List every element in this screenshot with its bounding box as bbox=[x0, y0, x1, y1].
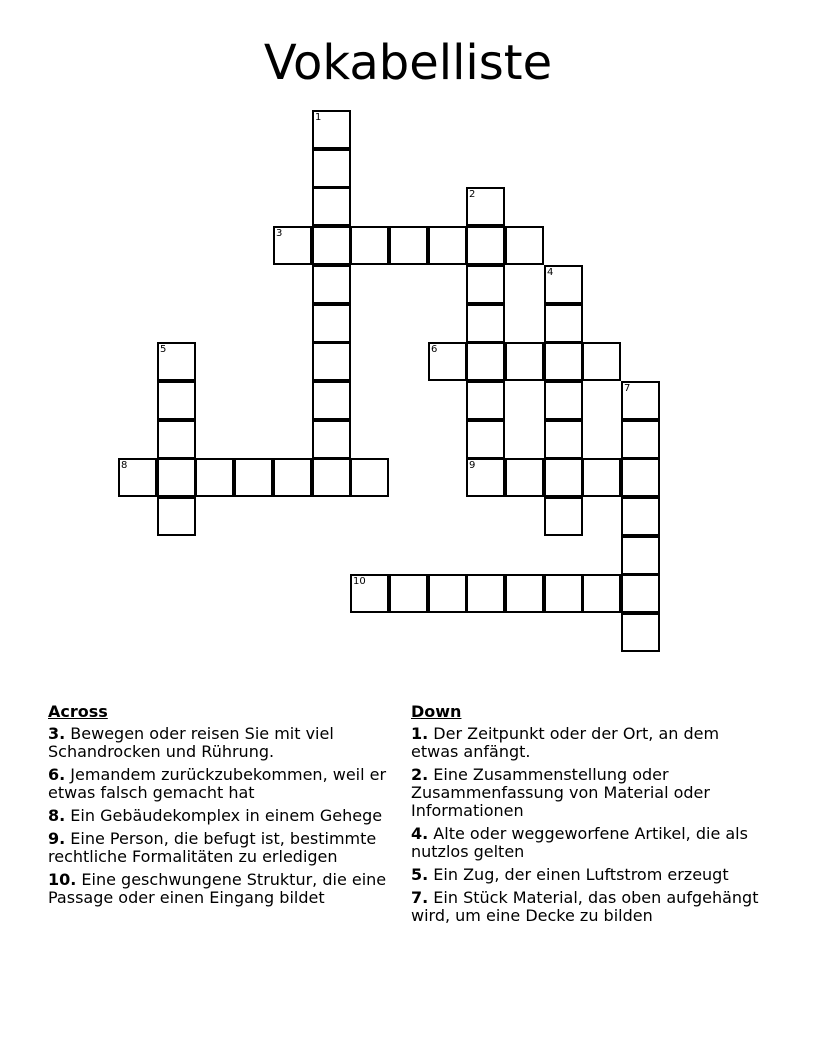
clue-text: Eine Person, die befugt ist, bestimmte rechtliche Formalitäten zu erledigen bbox=[48, 829, 377, 866]
grid-cell[interactable] bbox=[312, 110, 351, 149]
cell-number: 10 bbox=[353, 576, 366, 587]
grid-cell[interactable] bbox=[466, 574, 505, 613]
grid-cell[interactable] bbox=[466, 226, 505, 265]
grid-cell[interactable] bbox=[466, 381, 505, 420]
grid-cell[interactable] bbox=[312, 342, 351, 381]
grid-cell[interactable] bbox=[505, 342, 544, 381]
grid-cell[interactable] bbox=[505, 574, 544, 613]
grid-cell[interactable] bbox=[621, 574, 660, 613]
grid-cell[interactable] bbox=[466, 265, 505, 304]
grid-cell[interactable] bbox=[312, 265, 351, 304]
down-heading: Down bbox=[411, 702, 462, 721]
grid-cell[interactable] bbox=[312, 381, 351, 420]
grid-cell[interactable] bbox=[544, 304, 583, 343]
clue-text: Eine geschwungene Struktur, die eine Passage oder einen Eingang bildet bbox=[48, 870, 387, 907]
clue-text: Alte oder weggeworfene Artikel, die als nutzlos gelten bbox=[411, 824, 748, 861]
grid-cell[interactable] bbox=[157, 381, 196, 420]
grid-cell[interactable] bbox=[544, 458, 583, 497]
grid-cell[interactable] bbox=[582, 574, 621, 613]
cell-number: 6 bbox=[431, 344, 438, 355]
cell-number: 1 bbox=[315, 112, 322, 123]
grid-cell[interactable] bbox=[312, 149, 351, 188]
grid-cell[interactable] bbox=[582, 458, 621, 497]
clue-number: 8. bbox=[48, 806, 66, 825]
grid-cell[interactable] bbox=[157, 497, 196, 536]
grid-cell[interactable] bbox=[312, 304, 351, 343]
grid-cell[interactable] bbox=[582, 342, 621, 381]
across-clue bbox=[48, 871, 398, 907]
grid-cell[interactable] bbox=[466, 187, 505, 226]
clue-number: 9. bbox=[48, 829, 66, 848]
grid-cell[interactable] bbox=[428, 226, 467, 265]
clue-number: 10. bbox=[48, 870, 77, 889]
grid-cell[interactable] bbox=[466, 458, 505, 497]
clue-number: 1. bbox=[411, 724, 429, 743]
grid-cell[interactable] bbox=[544, 497, 583, 536]
across-clue-list bbox=[48, 725, 398, 907]
clue-number: 6. bbox=[48, 765, 66, 784]
clue-number: 7. bbox=[411, 888, 429, 907]
clue-number: 2. bbox=[411, 765, 429, 784]
clue-text: Jemandem zurückzubekommen, weil er etwas falsch gemacht hat bbox=[48, 765, 387, 802]
grid-cell[interactable] bbox=[312, 420, 351, 459]
grid-cell[interactable] bbox=[544, 265, 583, 304]
grid-cell[interactable] bbox=[312, 187, 351, 226]
puzzle-title: Vokabelliste bbox=[263, 35, 553, 91]
across-clues bbox=[48, 702, 398, 912]
clue-number: 5. bbox=[411, 865, 429, 884]
grid-cell[interactable] bbox=[389, 226, 428, 265]
grid-cell[interactable] bbox=[505, 458, 544, 497]
grid-cell[interactable] bbox=[544, 381, 583, 420]
down-clues bbox=[411, 702, 771, 930]
down-clue-list bbox=[411, 725, 771, 925]
grid-cell[interactable] bbox=[621, 381, 660, 420]
grid-cell[interactable] bbox=[157, 458, 196, 497]
clue-text: Der Zeitpunkt oder der Ort, an dem etwas anfängt. bbox=[411, 724, 720, 761]
grid-cell[interactable] bbox=[312, 226, 351, 265]
grid-cell[interactable] bbox=[544, 420, 583, 459]
grid-cell[interactable] bbox=[157, 342, 196, 381]
down-clue bbox=[411, 766, 771, 820]
cell-number: 7 bbox=[624, 383, 631, 394]
across-heading: Across bbox=[48, 702, 108, 721]
clue-number: 3. bbox=[48, 724, 66, 743]
grid-cell[interactable] bbox=[505, 226, 544, 265]
grid-cell[interactable] bbox=[621, 613, 660, 652]
cell-number: 3 bbox=[276, 228, 283, 239]
grid-cell[interactable] bbox=[428, 342, 467, 381]
grid-cell[interactable] bbox=[350, 226, 389, 265]
grid-cell[interactable] bbox=[466, 420, 505, 459]
grid-cell[interactable] bbox=[544, 574, 583, 613]
grid-cell[interactable] bbox=[195, 458, 234, 497]
grid-cell[interactable] bbox=[273, 226, 312, 265]
across-clue bbox=[48, 830, 398, 866]
grid-cell[interactable] bbox=[234, 458, 273, 497]
clue-number: 4. bbox=[411, 824, 429, 843]
grid-cell[interactable] bbox=[621, 497, 660, 536]
clue-text: Bewegen oder reisen Sie mit viel Schandrocken und Rührung. bbox=[48, 724, 334, 761]
across-clue bbox=[48, 725, 398, 761]
down-clue bbox=[411, 825, 771, 861]
grid-cell[interactable] bbox=[428, 574, 467, 613]
grid-cell[interactable] bbox=[544, 342, 583, 381]
across-clue bbox=[48, 807, 398, 825]
grid-cell[interactable] bbox=[157, 420, 196, 459]
clue-text: Ein Gebäudekomplex in einem Gehege bbox=[65, 806, 383, 825]
clue-text: Eine Zusammenstellung oder Zusammenfassung von Material oder Informationen bbox=[411, 765, 710, 820]
down-clue bbox=[411, 725, 771, 761]
grid-cell[interactable] bbox=[350, 458, 389, 497]
down-clue bbox=[411, 866, 771, 884]
grid-cell[interactable] bbox=[466, 342, 505, 381]
across-clue bbox=[48, 766, 398, 802]
cell-number: 8 bbox=[121, 460, 128, 471]
grid-cell[interactable] bbox=[273, 458, 312, 497]
grid-cell[interactable] bbox=[466, 304, 505, 343]
cell-number: 4 bbox=[547, 267, 554, 278]
down-clue bbox=[411, 889, 771, 925]
cell-number: 9 bbox=[469, 460, 476, 471]
grid-cell[interactable] bbox=[621, 458, 660, 497]
grid-cell[interactable] bbox=[312, 458, 351, 497]
clue-text: Ein Zug, der einen Luftstrom erzeugt bbox=[428, 865, 729, 884]
cell-number: 2 bbox=[469, 189, 476, 200]
cell-number: 5 bbox=[160, 344, 167, 355]
grid-cell[interactable] bbox=[621, 420, 660, 459]
grid-cell[interactable] bbox=[350, 574, 389, 613]
grid-cell[interactable] bbox=[621, 536, 660, 575]
grid-cell[interactable] bbox=[389, 574, 428, 613]
grid-cell[interactable] bbox=[118, 458, 157, 497]
clue-text: Ein Stück Material, das oben aufgehängt wird, um eine Decke zu bilden bbox=[411, 888, 759, 925]
